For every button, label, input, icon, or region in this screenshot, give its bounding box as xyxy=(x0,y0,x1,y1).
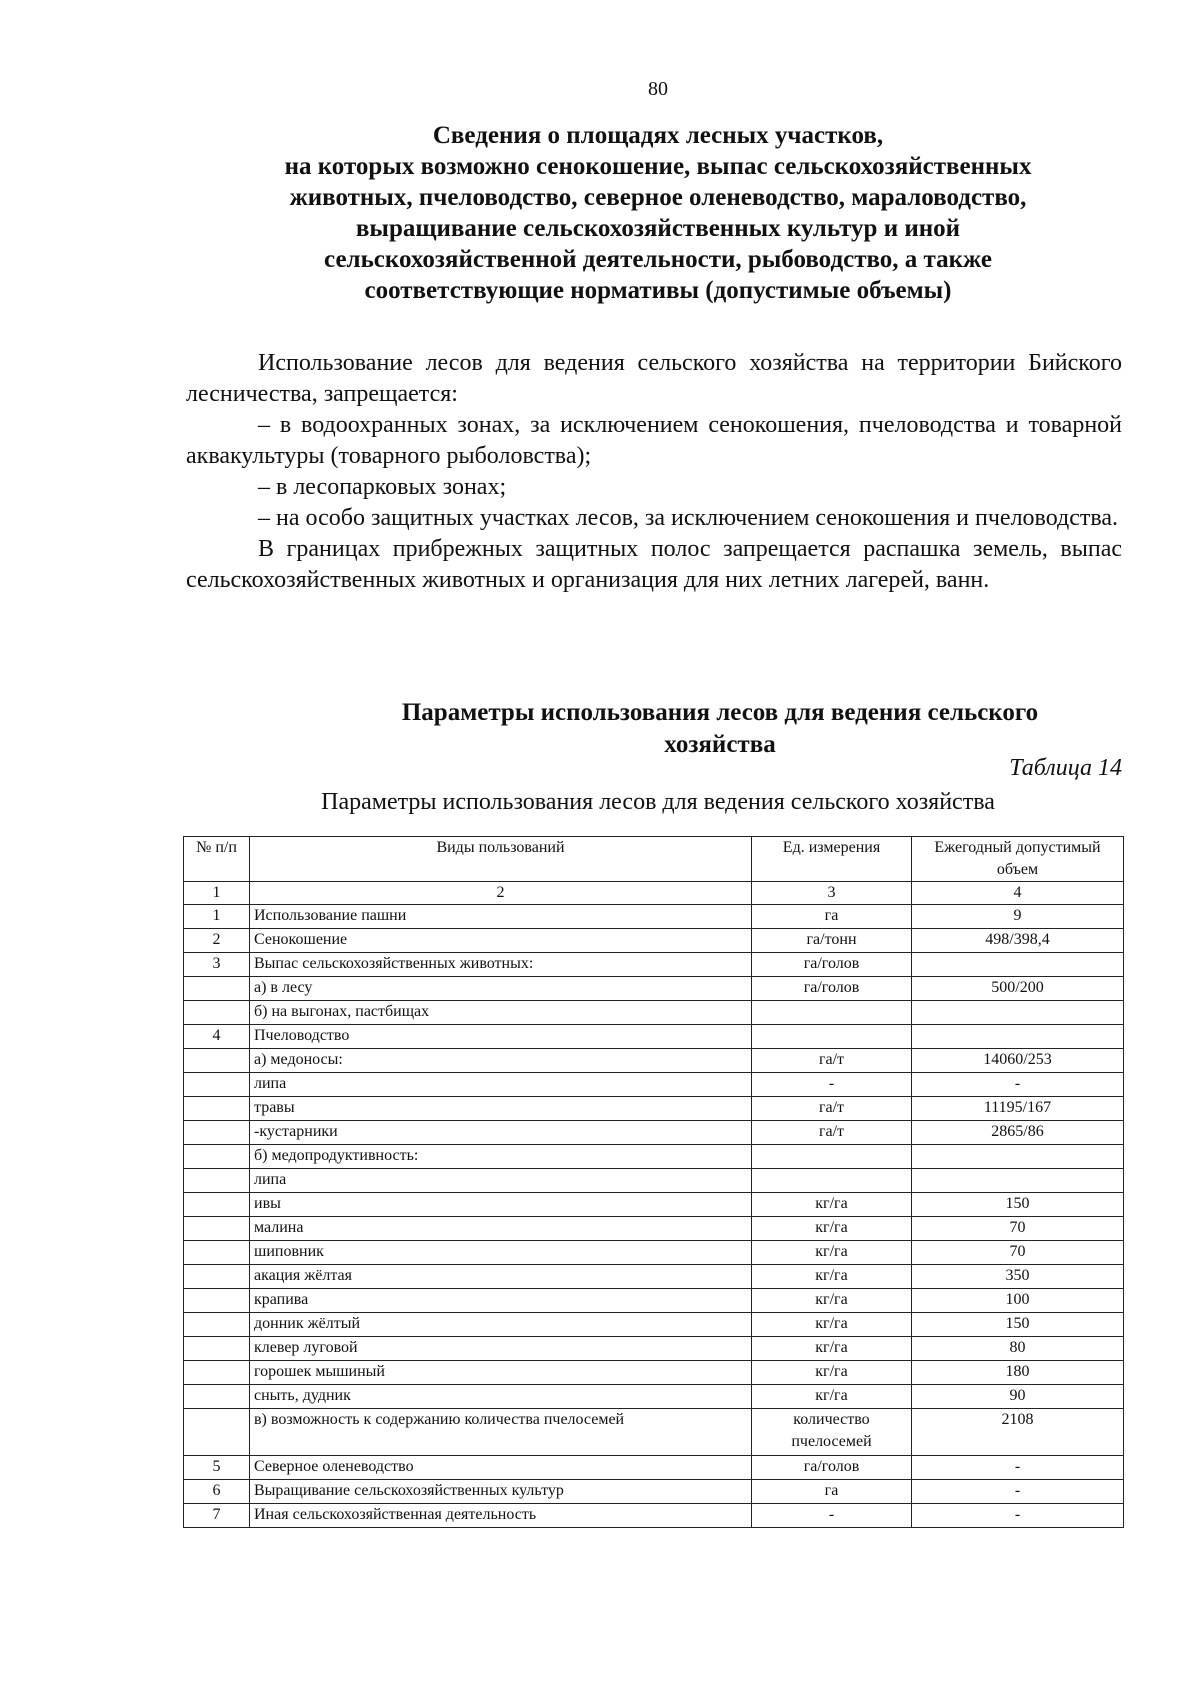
table-row xyxy=(184,1385,1124,1409)
annual-volume xyxy=(912,1169,1124,1193)
unit: кг/га xyxy=(752,1313,912,1337)
unit: га/голов xyxy=(752,1456,912,1480)
section-title-line: Параметры использования лесов для ведения сельского xyxy=(401,699,1039,726)
annual-volume: 90 xyxy=(912,1385,1124,1409)
table-row xyxy=(184,977,1124,1001)
table-row xyxy=(184,1361,1124,1385)
annual-volume xyxy=(912,1025,1124,1049)
usage-type: а) в лесу xyxy=(250,977,752,1001)
unit xyxy=(752,1001,912,1025)
page-number: 80 xyxy=(648,78,668,100)
paragraph: – в водоохранных зонах, за исключением сенокошения, пчеловодства и товарной аквакультуры (товарного рыболовства); xyxy=(186,412,1122,469)
usage-type: клевер луговой xyxy=(250,1337,752,1361)
table-body xyxy=(184,905,1124,1528)
unit: га/т xyxy=(752,1121,912,1145)
unit: кг/га xyxy=(752,1385,912,1409)
unit: кг/га xyxy=(752,1193,912,1217)
row-number xyxy=(184,1049,250,1073)
annual-volume: - xyxy=(912,1504,1124,1528)
unit: га xyxy=(752,1480,912,1504)
annual-volume: 500/200 xyxy=(912,977,1124,1001)
heading-line: Сведения о площадях лесных участков, xyxy=(432,122,884,149)
usage-type: Выпас сельскохозяйственных животных: xyxy=(250,953,752,977)
table-row xyxy=(184,1456,1124,1480)
document-heading xyxy=(0,120,1200,306)
table-row xyxy=(184,1289,1124,1313)
row-number xyxy=(184,1121,250,1145)
paragraph: В границах прибрежных защитных полос запрещается распашка земель, выпас сельскохозяйственных животных и организация для них летних лагерей, ванн. xyxy=(186,536,1122,593)
unit: количество пчелосемей xyxy=(752,1409,912,1456)
table-row xyxy=(184,1193,1124,1217)
usage-type: Выращивание сельскохозяйственных культур xyxy=(250,1480,752,1504)
annual-volume: - xyxy=(912,1480,1124,1504)
usage-type: травы xyxy=(250,1097,752,1121)
usage-type: б) на выгонах, пастбищах xyxy=(250,1001,752,1025)
unit: га/голов xyxy=(752,953,912,977)
row-number xyxy=(184,977,250,1001)
unit: кг/га xyxy=(752,1337,912,1361)
heading-line: сельскохозяйственной деятельности, рыбоводство, а также xyxy=(324,246,992,273)
column-number: 3 xyxy=(752,882,912,905)
annual-volume: 14060/253 xyxy=(912,1049,1124,1073)
annual-volume xyxy=(912,1145,1124,1169)
annual-volume: 80 xyxy=(912,1337,1124,1361)
unit: кг/га xyxy=(752,1217,912,1241)
header-cell: № п/п xyxy=(184,837,250,882)
annual-volume: 498/398,4 xyxy=(912,929,1124,953)
table-caption: Параметры использования лесов для ведения сельского хозяйства xyxy=(321,789,995,815)
heading-line: животных, пчеловодство, северное оленеводство, мараловодство, xyxy=(289,184,1027,211)
unit: га/тонн xyxy=(752,929,912,953)
header-cell: Виды пользований xyxy=(250,837,752,882)
parameters-table xyxy=(183,836,1124,1528)
unit: га/голов xyxy=(752,977,912,1001)
table-row xyxy=(184,1241,1124,1265)
header-cell: Ед. измерения xyxy=(752,837,912,882)
annual-volume: 11195/167 xyxy=(912,1097,1124,1121)
usage-type: горошек мышиный xyxy=(250,1361,752,1385)
annual-volume: - xyxy=(912,1456,1124,1480)
row-number: 5 xyxy=(184,1456,250,1480)
table-header-row xyxy=(184,837,1124,882)
annual-volume: 2108 xyxy=(912,1409,1124,1456)
table-row xyxy=(184,1480,1124,1504)
annual-volume: 100 xyxy=(912,1289,1124,1313)
row-number: 3 xyxy=(184,953,250,977)
usage-type: а) медоносы: xyxy=(250,1049,752,1073)
row-number xyxy=(184,1193,250,1217)
usage-type: в) возможность к содержанию количества пчелосемей xyxy=(250,1409,752,1456)
unit: га/т xyxy=(752,1097,912,1121)
table-row xyxy=(184,1409,1124,1456)
row-number xyxy=(184,1217,250,1241)
row-number xyxy=(184,1001,250,1025)
unit xyxy=(752,1169,912,1193)
table-row xyxy=(184,1121,1124,1145)
usage-type: Сенокошение xyxy=(250,929,752,953)
unit: кг/га xyxy=(752,1289,912,1313)
heading-line: на которых возможно сенокошение, выпас сельскохозяйственных xyxy=(284,153,1032,180)
paragraph: Использование лесов для ведения сельского хозяйства на территории Бийского лесничества, запрещается: xyxy=(186,350,1122,407)
table-row xyxy=(184,1313,1124,1337)
annual-volume: - xyxy=(912,1073,1124,1097)
table-row xyxy=(184,1169,1124,1193)
row-number xyxy=(184,1169,250,1193)
usage-type: шиповник xyxy=(250,1241,752,1265)
table-row xyxy=(184,1265,1124,1289)
unit: га xyxy=(752,905,912,929)
unit: - xyxy=(752,1073,912,1097)
column-number-row xyxy=(184,882,1124,905)
unit: кг/га xyxy=(752,1265,912,1289)
paragraph: – на особо защитных участках лесов, за исключением сенокошения и пчеловодства. xyxy=(258,505,1119,531)
annual-volume: 350 xyxy=(912,1265,1124,1289)
row-number xyxy=(184,1313,250,1337)
unit: кг/га xyxy=(752,1361,912,1385)
table-row xyxy=(184,905,1124,929)
annual-volume: 150 xyxy=(912,1313,1124,1337)
unit xyxy=(752,1145,912,1169)
row-number: 1 xyxy=(184,905,250,929)
row-number xyxy=(184,1145,250,1169)
row-number: 6 xyxy=(184,1480,250,1504)
row-number xyxy=(184,1097,250,1121)
unit xyxy=(752,1025,912,1049)
row-number xyxy=(184,1241,250,1265)
usage-type: крапива xyxy=(250,1289,752,1313)
annual-volume: 70 xyxy=(912,1217,1124,1241)
intro-text xyxy=(186,348,1122,596)
row-number xyxy=(184,1289,250,1313)
unit: га/т xyxy=(752,1049,912,1073)
usage-type: акация жёлтая xyxy=(250,1265,752,1289)
section-title xyxy=(310,697,1130,761)
usage-type: Использование пашни xyxy=(250,905,752,929)
column-number: 4 xyxy=(912,882,1124,905)
annual-volume: 2865/86 xyxy=(912,1121,1124,1145)
annual-volume: 150 xyxy=(912,1193,1124,1217)
annual-volume: 9 xyxy=(912,905,1124,929)
column-number: 2 xyxy=(250,882,752,905)
usage-type: Пчеловодство xyxy=(250,1025,752,1049)
row-number xyxy=(184,1073,250,1097)
row-number: 7 xyxy=(184,1504,250,1528)
table-row xyxy=(184,1504,1124,1528)
section-title-line: хозяйства xyxy=(664,731,776,758)
row-number xyxy=(184,1337,250,1361)
annual-volume: 180 xyxy=(912,1361,1124,1385)
row-number xyxy=(184,1361,250,1385)
table-row xyxy=(184,1001,1124,1025)
heading-line: соответствующие нормативы (допустимые объемы) xyxy=(364,277,952,304)
unit: - xyxy=(752,1504,912,1528)
row-number: 4 xyxy=(184,1025,250,1049)
heading-line: выращивание сельскохозяйственных культур и иной xyxy=(355,215,961,242)
table-row xyxy=(184,1097,1124,1121)
row-number xyxy=(184,1265,250,1289)
unit: кг/га xyxy=(752,1241,912,1265)
usage-type: липа xyxy=(250,1169,752,1193)
table-row xyxy=(184,1217,1124,1241)
usage-type: ивы xyxy=(250,1193,752,1217)
table-row xyxy=(184,1049,1124,1073)
usage-type: -кустарники xyxy=(250,1121,752,1145)
table-row xyxy=(184,929,1124,953)
annual-volume xyxy=(912,1001,1124,1025)
row-number: 2 xyxy=(184,929,250,953)
usage-type: донник жёлтый xyxy=(250,1313,752,1337)
annual-volume: 70 xyxy=(912,1241,1124,1265)
table-row xyxy=(184,1145,1124,1169)
table-row xyxy=(184,953,1124,977)
table-row xyxy=(184,1337,1124,1361)
column-number: 1 xyxy=(184,882,250,905)
annual-volume xyxy=(912,953,1124,977)
table-row xyxy=(184,1025,1124,1049)
usage-type: Северное оленеводство xyxy=(250,1456,752,1480)
usage-type: Иная сельскохозяйственная деятельность xyxy=(250,1504,752,1528)
table-row xyxy=(184,1073,1124,1097)
usage-type: липа xyxy=(250,1073,752,1097)
table-label: Таблица 14 xyxy=(1009,755,1122,781)
usage-type: малина xyxy=(250,1217,752,1241)
usage-type: б) медопродуктивность: xyxy=(250,1145,752,1169)
header-cell: Ежегодный допустимый объем xyxy=(912,837,1124,882)
row-number xyxy=(184,1409,250,1456)
paragraph: – в лесопарковых зонах; xyxy=(258,474,507,500)
row-number xyxy=(184,1385,250,1409)
usage-type: сныть, дудник xyxy=(250,1385,752,1409)
